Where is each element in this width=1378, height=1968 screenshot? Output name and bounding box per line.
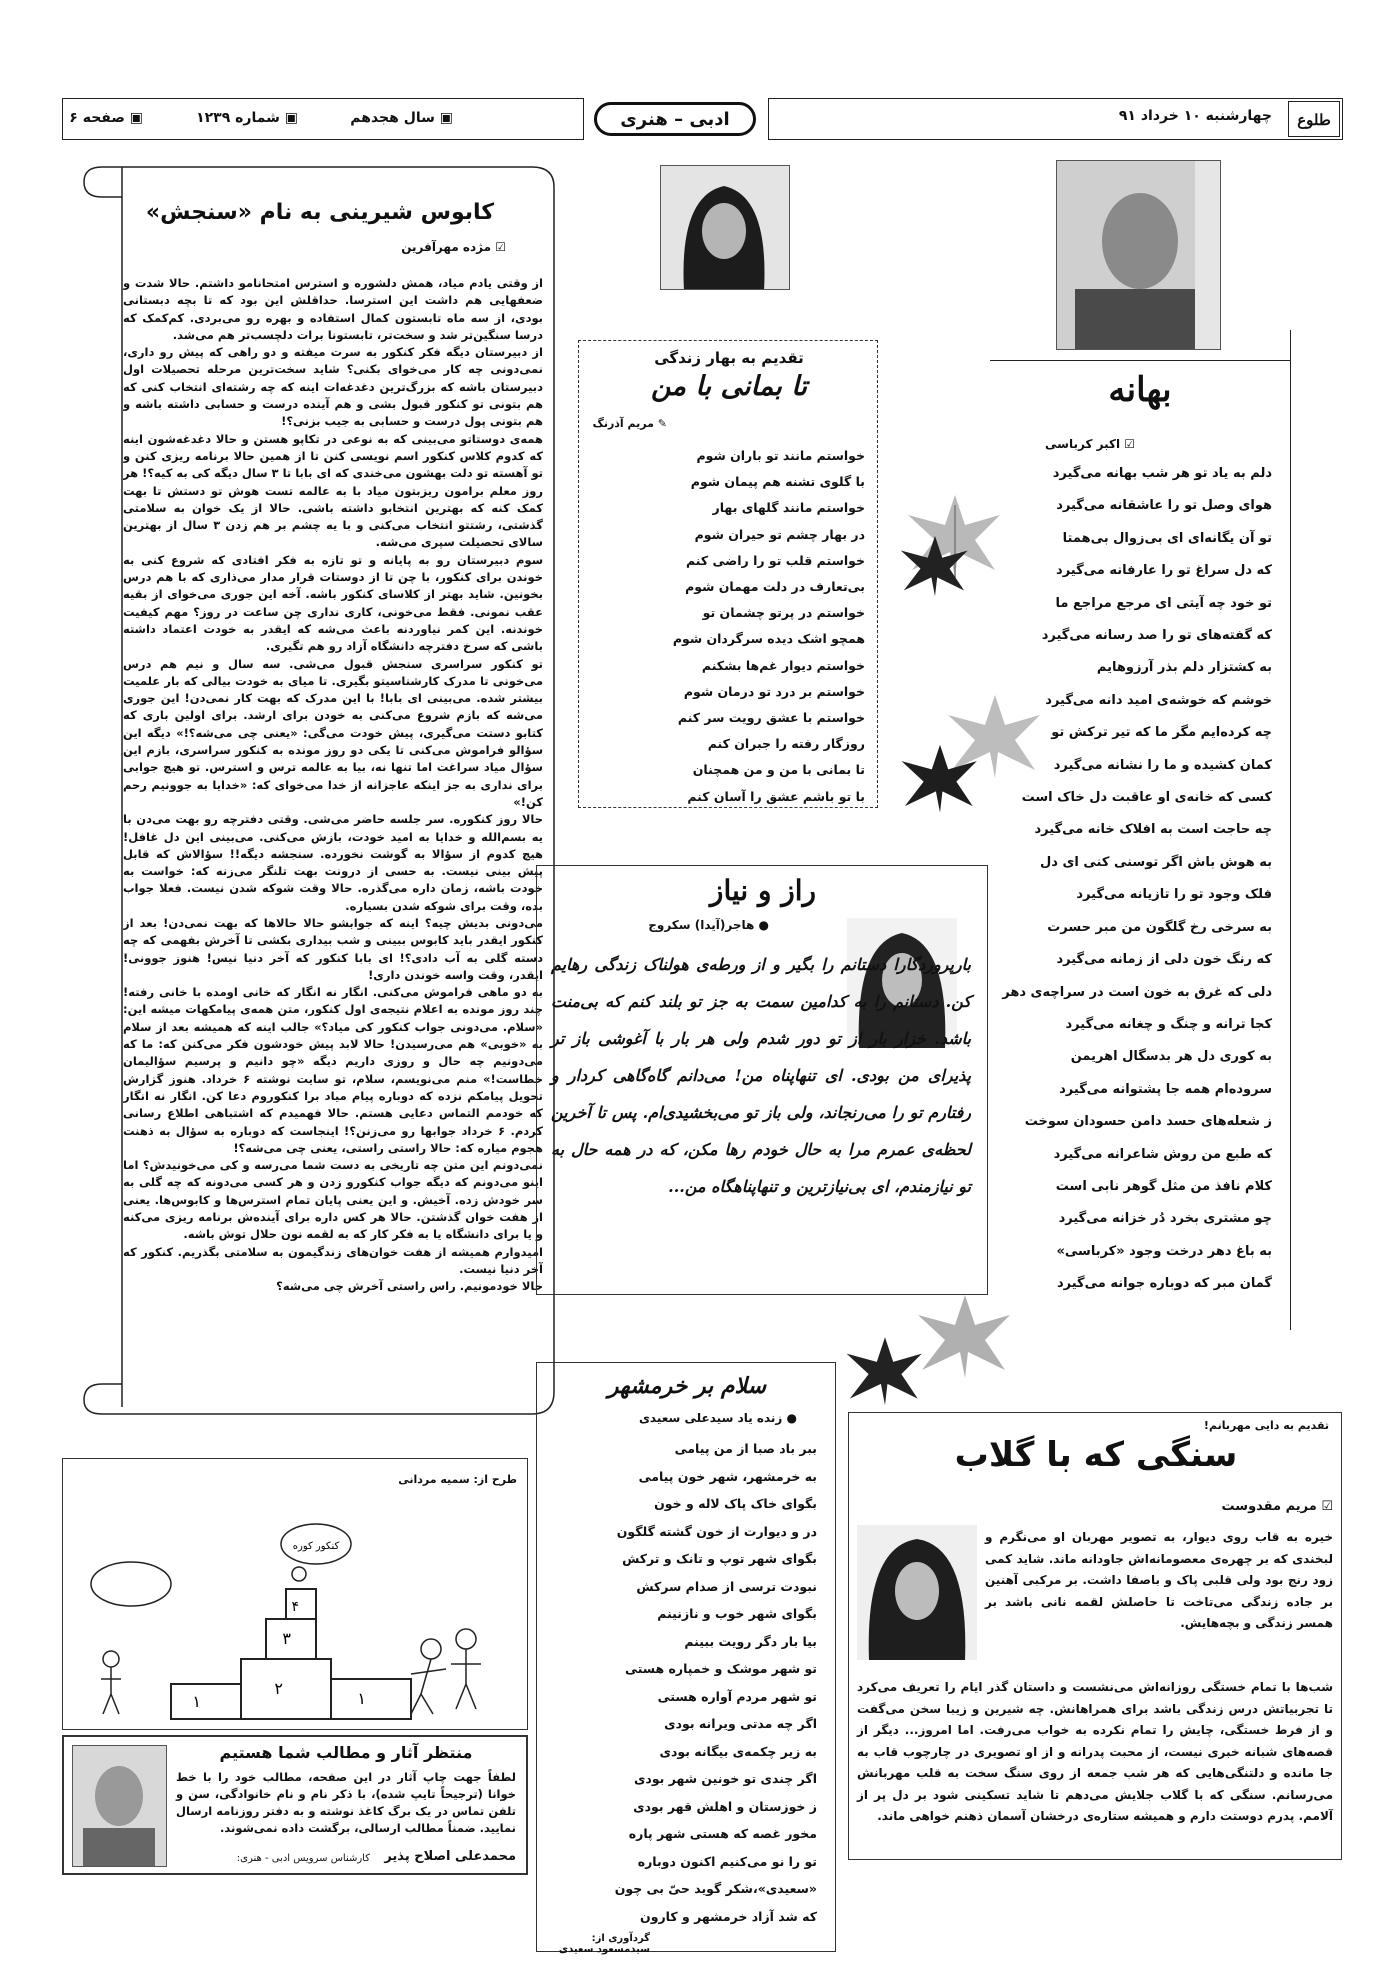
kaboos-title: کابوس شیرینی به نام «سنجش» bbox=[145, 200, 495, 225]
bullet-icon: ● bbox=[782, 1411, 797, 1425]
podium-label: ۳ bbox=[282, 1629, 291, 1648]
kaboos-paragraph: از وقتی یادم میاد، همش دلشوره و استرس امتحانامو داشتم. حالا شدت و ضعفهایی هم داشت این استرسا. حداقلش این بود که تا بچه دبستانی بودی، از سه ماه تابستون کمال استفاده و بهره رو می‌بردی. کم‌کمک که درسا سنگین‌تر شد و سخت‌تر، تابستونا برات دلچسب‌تر هم می‌شد. bbox=[123, 276, 543, 342]
bahane-line: که گفته‌های تو را صد رسانه می‌گیرد bbox=[1041, 628, 1272, 644]
bahane-line: سروده‌ام همه جا پشتوانه می‌گیرد bbox=[1059, 1081, 1272, 1097]
ta-bemani-poem bbox=[585, 443, 865, 810]
sang-text-part: شب‌ها با تمام خستگی روزانه‌اش می‌نشست و داستان گذر ایام را تعریف می‌کرد تا تجربیاتش درس زندگی باشد برای همراهانش. چه شیرین و زیبا سخن می‌گفت و از فرط خستگی، چایش را تمام نکرده به خواب می‌رفت. اما امروز... دیگر از قصه‌های شبانه خبری نیست، از محبت پدرانه و از او تصویری در چارچوب قاب به جا مانده و دلتنگی‌هایی که هر شب جمعه از روی سنگ سخت به قلب مهربانش می‌رسانم. سنگی که با گلاب جلایش می‌دهم تا شاید تسکینی شود بر دل پر از آلامم. پدرم دوستت دارم و همیشه ستاره‌ی درخشان آسمان ذهنم خواهی ماند. bbox=[857, 1680, 1333, 1823]
sang-author: ☑ مریم مقدوست bbox=[1221, 1499, 1333, 1514]
bahane-line: خوشم که خوشه‌ی امید دانه می‌گیرد bbox=[1045, 692, 1272, 708]
bahane-line: به سرخی رخ گلگون من مبر حسرت bbox=[1047, 919, 1272, 935]
kaboos-paragraph: تو کنکور سراسری سنجش قبول می‌شی. سه سال و نیم هم درس می‌خونی تا مدرک کارشناسیتو بگیری. تا میای به خودت بیالی که بار علمیت بیشتر شده. می‌بینی ای بابا! با این مدرک که بهت کار نمی‌دن! این جوری می‌شه که بازم شروع می‌کنی به خودن برای ارشد. برای اولین باری که کتابو دستت می‌گیری، پیش خودت می‌گی: «یعنی چی می‌شه؟!» دیگه این سؤالو فراموش می‌کنی تا یکی دو روز مونده به کنکور سراسری، بازم این سؤال میاد سراغت اما تنها نه، بیا به عالمه ترس و استرس. تو هیچ جوابی برای نداری به جز اینکه عاجزانه از خدا می‌خوای که: «خدایا به جوونیم رحم کن!» bbox=[123, 656, 543, 809]
kaboos-paragraph: از دبیرستان دیگه فکر کنکور به سرت میفته و دو راهی که پیش رو داری، نمی‌دونی چه کار می‌خوای بکنی؟ شاید سخت‌ترین مرحله تحصیلات اول دبیرستان باشه که بزرگ‌ترین دغدغه‌ات اینه که چه رشته‌ای انتخاب کنی که هم بتونی تو کنکور قبول بشی و هم آینده درست و حسابی داشته باشه و هم بتونی پول درست و حسابی به جیب بزنی؟! bbox=[123, 345, 543, 429]
salam-author: ● زنده یاد سیدعلی سعیدی bbox=[638, 1411, 797, 1425]
salam-poem bbox=[547, 1435, 817, 1930]
kaboos-paragraph: نمی‌دونم این متن چه تاریخی به دست شما می‌رسه و کی می‌خونیدش؟ اما اینو می‌دونم که دیگه جواب کنکورو زدن و هر کسی می‌دونه که چه گلی به سر خودش زده. آخیش. و این یعنی پایان تمام استرس‌ها و کابوس‌ها. یعنی از هفت خوان گذشتن. حالا هر کس داره برای آینده‌ش برنامه ریزی می‌کنه و یا برای دانشگاه یا به فکر کار که به لقمه نون حلال توش باشه. bbox=[123, 1158, 543, 1242]
salam-line: تو را نو می‌کنیم اکنون دوباره bbox=[637, 1853, 817, 1869]
bahane-vertical-rule bbox=[1290, 330, 1291, 1330]
bahane-line: دلم به یاد تو هر شب بهانه می‌گیرد bbox=[1052, 466, 1272, 481]
podium-label: ۲ bbox=[274, 1679, 283, 1698]
salam-line: بیا بار دگر رویت ببینم bbox=[684, 1633, 817, 1649]
square-icon: ▣ bbox=[279, 110, 298, 126]
kaboos-paragraph: به دو ماهی فراموش می‌کنی. انگار نه انگار که خانی اومده با خانی رفته! چند روز مونده به اعلام نتیجه‌ی اول کنکور، متن همه‌ی پیامکهات میشه این: «سلام. می‌دونی جواب کنکور کی میاد؟» جالب اینه که همیشه بعد از سلام به «خوبی» هم می‌رسیدن! حالا لابد پیش خودشون فکر می‌کنن که: ما که می‌دونیم چه حال و روزی داریم دیگه «چو دانیم و پرسیم سؤالیمان خطاست!» منم می‌نویسم، سلام، تو سایت نوشته ۶ خرداد. هنوز گزارش تحویل پیامکم نزده که دوباره پیام میاد برا کنکوروم دعا کن. انگار نه انگار که خودمم التماس دعایی هستم. حالا فهمیدم که اشتباهی اطلاع رسانی کردم. ۶ خرداد جوابها رو می‌زنن؟! اینجاست که دوباره به سؤال به ذهنت هجوم میاره که: حالا راستی راستی، یعنی چی می‌شه؟! bbox=[123, 985, 543, 1155]
author-photo-karbasi bbox=[1056, 160, 1221, 350]
kaboos-paragraph: حالا خودمونیم. راس راستی آخرش چی می‌شه؟ bbox=[276, 1279, 543, 1294]
section-banner bbox=[590, 98, 760, 140]
salam-credit: گردآوری از: سیدمسعود سعیدی bbox=[558, 1933, 650, 1955]
ta-bemani-line: همچو اشک دیده سرگردان شوم bbox=[672, 631, 865, 647]
ta-bemani-title: تا بمانی با من bbox=[650, 371, 808, 402]
issue-number: ▣ شماره ۱۲۳۹ bbox=[196, 110, 298, 126]
pen-icon: ✎ bbox=[653, 417, 667, 430]
bahane-line: کسی که خانه‌ی او عاقبت دل خاک است bbox=[1021, 790, 1272, 806]
salam-line: که شد آزاد خرمشهر و کارون bbox=[640, 1908, 817, 1924]
montazer-box bbox=[62, 1735, 528, 1875]
salam-line: در و دیوارت از خون گشته گلگون bbox=[616, 1523, 817, 1539]
header-right-bar bbox=[768, 98, 1343, 140]
ta-bemani-line: خواستم با عشق رویت سر کنم bbox=[677, 710, 865, 726]
salam-line: «سعیدی»،شکر گوید حیّ بی چون bbox=[614, 1881, 817, 1896]
kaboos-author: ☑ مژده مهرآفرین bbox=[401, 240, 506, 254]
bahane-line: فلک وجود تو را تازیانه می‌گیرد bbox=[1076, 887, 1272, 903]
bahane-line: چو مشتری بخرد دُر خزانه می‌گیرد bbox=[1058, 1211, 1272, 1227]
author-photo-eslahpazir bbox=[72, 1745, 167, 1867]
salam-line: تو شهر مردم آواره هستی bbox=[657, 1688, 817, 1704]
leaf-icon bbox=[895, 735, 985, 820]
montazer-role: کارشناس سرویس ادبی - هنری: bbox=[236, 1853, 370, 1864]
kaboos-paragraph: سوم دبیرستان رو به پایانه و تو تازه به فکر افتادی که شروع کنی به خوندن برای کنکور، با چن تا از دوستات قرار مدار می‌ذاری که با هم درس بخونین. شاید بهتر از کلاسای کنکور باشه. آخه این جوری می‌خوای از بقیه عقب نمونی. فقط می‌خونی، کاری نداری چن ساعت در روز؟ مهم کیفیت خوندنه. این کمر نیاوردنه باعث می‌شه که ایقدر به خودت اعتماد داشته باشی که سرخ دفترچه دانشگاه آزاد رو هم تگیری. bbox=[123, 552, 543, 654]
salam-line: بگوای خاک پاک لاله و خون bbox=[654, 1496, 817, 1511]
podium-label: ۱ bbox=[192, 1692, 201, 1711]
ta-bemani-line: با گلوی تشنه هم پیمان شوم bbox=[690, 474, 865, 490]
kaboos-paragraph: می‌دونی بدیش چیه؟ اینه که جوابشو حالا حالاها که بهت نمی‌دن! بعد از کنکور ایقدر باید کابوس ببینی و شب بیداری بکشی تا آخرش بفهمی که چه دسته گلی به آب دادی؟! ای بابا کنکور که آخر دنیا نیس! هنوز جوونی! ایقدر، وقت واسه خوندن داری! bbox=[123, 915, 543, 982]
author-photo-azarang bbox=[660, 165, 790, 290]
salam-line: تو شهر موشک و خمپاره هستی bbox=[625, 1661, 817, 1676]
ta-bemani-author: ✎ مریم آذرنگ bbox=[592, 417, 667, 430]
ta-bemani-pretitle: تقدیم به بهار زندگی bbox=[654, 349, 804, 367]
raz-text: بارپروردگارا دستانم را بگیر و از ورطه‌ی هولناک زندگی رهایم کن. دستانم را به کدامین سمت به جز تو بلند کنم که بی‌منت باشد. خزار بار از تو دور شدم ولی هر بار با آغوشی باز تر پذیرای من بودی. ای تنهاپناه من! می‌دانم گاه‌گاهی کردار و رفتارم تو را می‌رنجاند، ولی باز تو می‌بخشیدی‌ام. پس تا آخرین لحظه‌ی عمرم مرا به حال خودم رها مکن، که در همه حال به تو نیازمندم، ای بی‌نیازترین و تنهاپناهگاه من... bbox=[551, 955, 972, 1196]
square-icon: ▣ bbox=[434, 110, 453, 126]
bahane-line: به کشتزار دلم بذر آرزوهایم bbox=[1096, 660, 1272, 676]
sang-text-part: خیره به قاب روی دیوار، به تصویر مهربان او می‌نگرم و لبخندی که بر چهره‌ی معصومانه‌اش جاودانه ماند. شاید کمی زود رنج بود ولی قلبی پاک و باصفا داشت. بر مرکبی آهنین بر جاده زندگی می‌تاخت تا حاصلش لقمه نانی باشد بر همسر زندگی و بچه‌هایش. bbox=[985, 1530, 1333, 1630]
bahane-rule bbox=[990, 360, 1290, 361]
cartoon-credit: طرح از: سمیه مردانی bbox=[398, 1473, 517, 1486]
bahane-line: ز شعله‌های حسد دامن حسودان سوخت bbox=[1024, 1114, 1272, 1130]
section-title: ادبی – هنری bbox=[594, 102, 756, 136]
issue-date: چهارشنبه ۱۰ خرداد ۹۱ bbox=[1118, 108, 1272, 124]
salam-line: مخور غصه که هستی شهر پاره bbox=[628, 1826, 817, 1841]
salam-line: به زیر چکمه‌ی بیگانه بودی bbox=[659, 1743, 817, 1759]
ta-bemani-line: روزگار رفته را جبران کنم bbox=[707, 736, 865, 752]
square-icon: ▣ bbox=[124, 110, 143, 126]
cartoon-illustration bbox=[71, 1499, 521, 1724]
leaf-icon bbox=[840, 1330, 930, 1410]
kaboos-body bbox=[123, 275, 543, 1415]
bahane-line: چه حاجت است به افلاک خانه می‌گیرد bbox=[1034, 822, 1272, 838]
bubble-text: کنکور کوره bbox=[292, 1541, 340, 1552]
cartoon-box bbox=[62, 1458, 528, 1730]
bahane-line: به کوری دل هر بدسگال اهریمن bbox=[1070, 1049, 1272, 1065]
raz-author: ● هاجر(آیدا) سکروج bbox=[648, 918, 769, 932]
salam-line: به خرمشهر، شهر خون پیامی bbox=[638, 1468, 817, 1484]
ta-bemani-line: خواستم مانند گلهای بهار bbox=[712, 500, 865, 516]
podium-label: ۴ bbox=[291, 1599, 299, 1615]
bahane-line: گمان مبر که دوباره جوانه می‌گیرد bbox=[1056, 1276, 1272, 1292]
raz-box bbox=[536, 865, 988, 1295]
bahane-line: تو خود چه آیتی ای مرجع مراجع ما bbox=[1055, 595, 1272, 611]
bahane-line: به هوش باش اگر توسنی کنی ای دل bbox=[1040, 854, 1272, 870]
bahane-poem bbox=[972, 458, 1272, 1301]
salam-line: ز خوزستان و اهلش قهر بودی bbox=[633, 1798, 817, 1814]
kaboos-paragraph: همه‌ی دوستاتو می‌بینی که به نوعی در تکاپو هستن و حالا دغدغه‌شون اینه که کدوم کلاس کنکور اسم نویسی کنن تا از همین حالا برنامه ریزی کنن و تو آهسته تو دلت بهشون می‌خندی که ای بابا تا ۳ سال دیگه کی به کیه؟! هر روز معلم برامون ریزبتون میاد با به عالمه تست هوش تو دستش تا بهت کمک کنه که بهترین انتخابو داشته باشی. حالا از یک خوان به سلامتی گذشتی، رشتتو انتخاب می‌کنی و با یه چشم بر هم زدن ۳ سال از بهترین سالای تحصیلت سپری می‌شه. bbox=[123, 431, 543, 550]
bahane-title: بهانه bbox=[1108, 370, 1172, 410]
bahane-line: تو آن یگانه‌ای ای بی‌زوال بی‌همتا bbox=[1062, 530, 1272, 546]
bahane-line: کمان کشیده و ما را نشانه می‌گیرد bbox=[1053, 757, 1272, 773]
ta-bemani-box bbox=[578, 340, 878, 808]
ta-bemani-line: تا بمانی با من و من همچنان bbox=[692, 762, 865, 778]
bahane-line: که طبع من روش شاعرانه می‌گیرد bbox=[1053, 1146, 1272, 1162]
bahane-line: به باغ دهر درخت وجود «کرباسی» bbox=[1056, 1243, 1272, 1259]
salam-line: اگر چندی تو خونین شهر بودی bbox=[633, 1771, 817, 1786]
newspaper-logo: طلوع bbox=[1288, 101, 1340, 137]
kaboos-paragraph: حالا روز کنکوره. سر جلسه حاضر می‌شی. وقتی دفترچه رو بهت می‌دن با یه بسم‌الله و خدایا به امید خودت، بازش می‌کنی. می‌بینی این دل غافل! هیچ کدوم از سؤالا به گوشت نخورده. سنجشه دیگه!! سؤالاش که قابل پیش بینی نیست. به حسی از درونت بهت تلنگر می‌زنه که: خواست به خودت باشه، زمان داره می‌گذره. حالا وقت شوکه شدن نیست. فعلا جواب بده، وقت برای شوکه شدن بسیاره. bbox=[123, 812, 543, 913]
kaboos-paragraph: امیدوارم همیشه از هفت خوان‌های زندگیمون به سلامتی بگذریم. کنکور که آخر دنیا نیست. bbox=[123, 1244, 543, 1276]
salam-line: بگوای شهر توپ و تانک و ترکش bbox=[622, 1551, 817, 1566]
ta-bemani-line: خواستم بر درد تو درمان شوم bbox=[683, 683, 865, 699]
bahane-line: که دل سراغ تو را عارفانه می‌گیرد bbox=[1056, 563, 1272, 579]
ta-bemani-line: خواستم مانند تو باران شوم bbox=[696, 448, 865, 463]
montazer-title: منتظر آثار و مطالب شما هستیم bbox=[219, 1743, 473, 1762]
salam-line: ببر باد صبا از من پیامی bbox=[674, 1441, 817, 1456]
bahane-line: هوای وصل تو را عاشقانه می‌گیرد bbox=[1056, 498, 1272, 514]
ta-bemani-line: بی‌تعارف در دلت مهمان شوم bbox=[685, 579, 865, 595]
bahane-line: کجا ترانه و چنگ و چغانه می‌گیرد bbox=[1065, 1016, 1272, 1032]
bahane-line: که رنگ خون دلی از زمانه می‌گیرد bbox=[1056, 952, 1272, 968]
montazer-text: لطفاً جهت چاپ آثار در این صفحه، مطالب خود را با خط خوانا (ترجیحاً تایپ شده)، با ذکر نام و نام خانوادگی، سن و تلفن تماس در یک برگ کاغذ نوشته و به دفتر روزنامه ارسال نمایید. ضمناً مطالب ارسالی، برگشت داده نمی‌شوند. bbox=[176, 1770, 516, 1835]
checkbox-icon: ☑ bbox=[1316, 1499, 1333, 1514]
leaf-icon bbox=[895, 525, 975, 605]
ta-bemani-line: خواستم قلب تو را راضی کنم bbox=[686, 552, 865, 568]
sang-box bbox=[848, 1412, 1342, 1860]
ta-bemani-line: با تو باشم عشق را آسان کنم bbox=[687, 788, 865, 804]
bahane-line: کلام نافذ من مثل گوهر نابی است bbox=[1055, 1178, 1272, 1194]
salam-line: اگر چه مدتی ویرانه بودی bbox=[664, 1716, 817, 1731]
montazer-name: محمدعلی اصلاح پذیر bbox=[384, 1849, 516, 1864]
checkbox-icon: ☑ bbox=[1120, 437, 1135, 451]
bahane-author: ☑ اکبر کرباسی bbox=[1045, 437, 1135, 451]
sang-pretitle: تقدیم به دایی مهربانم! bbox=[1203, 1419, 1329, 1432]
ta-bemani-line: در بهار چشم تو حیران شوم bbox=[694, 526, 865, 542]
salam-title: سلام بر خرمشهر bbox=[607, 1373, 767, 1399]
page-number: ▣ صفحه ۶ bbox=[69, 110, 143, 126]
salam-box bbox=[536, 1362, 836, 1955]
sang-text bbox=[857, 1527, 1333, 1828]
sang-title: سنگی که با گلاب bbox=[954, 1435, 1238, 1475]
ta-bemani-line: خواستم در پرتو چشمان تو bbox=[702, 605, 865, 621]
checkbox-icon: ☑ bbox=[491, 240, 506, 254]
volume-year: ▣ سال هجدهم bbox=[350, 110, 453, 126]
ta-bemani-line: خواستم دیوار غم‌ها بشکنم bbox=[701, 657, 865, 673]
header-left-bar bbox=[62, 98, 584, 140]
raz-title: راز و نیاز bbox=[709, 874, 817, 907]
bahane-line: چه کرده‌ایم مگر ما که تیر ترکش تو bbox=[1051, 725, 1272, 741]
salam-line: نبودت ترسی از صدام سرکش bbox=[636, 1578, 817, 1594]
salam-line: بگوای شهر خوب و نازنینم bbox=[657, 1606, 817, 1621]
bahane-line: دلی که غرق به خون است در سراچه‌ی دهر bbox=[1002, 984, 1272, 1000]
podium-label: ۱ bbox=[357, 1689, 366, 1708]
bullet-icon: ● bbox=[754, 918, 769, 932]
